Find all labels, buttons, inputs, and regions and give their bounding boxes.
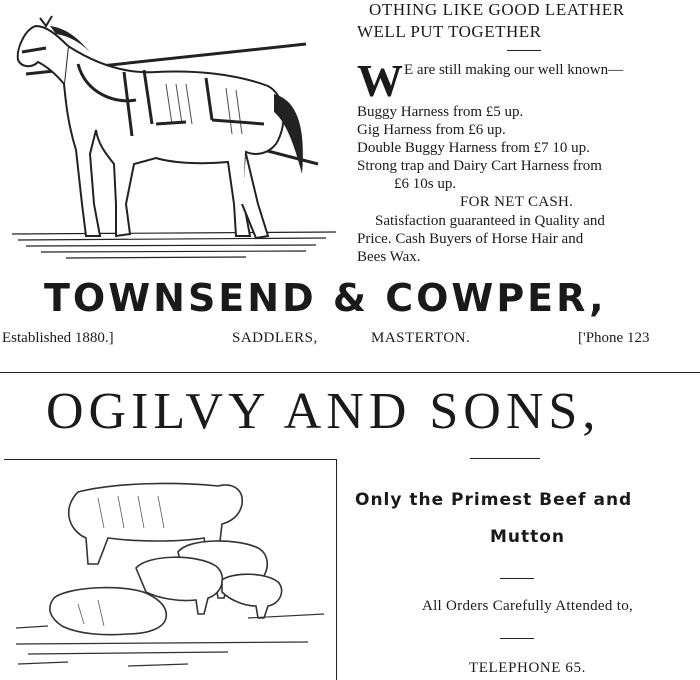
short-rule — [507, 50, 541, 51]
established-note: Established 1880.] — [2, 330, 114, 346]
tagline-line-2: Mutton — [489, 527, 566, 547]
advert-divider — [0, 372, 700, 373]
cattle-sheep-illustration — [8, 468, 330, 674]
headline-line-2: WELL PUT TOGETHER — [357, 22, 542, 41]
short-rule — [500, 638, 534, 639]
short-rule — [500, 578, 534, 579]
price-line-buggy: Buggy Harness from £5 up. — [357, 104, 524, 120]
headline-line-1: OTHING LIKE GOOD LEATHER — [369, 0, 625, 19]
telephone-number: TELEPHONE 65. — [469, 660, 586, 676]
horse-harness-illustration — [6, 4, 350, 266]
firm-name-ogilvy: OGILVY AND SONS, — [46, 383, 601, 440]
price-line-trap-dairy: Strong trap and Dairy Cart Harness from — [357, 158, 602, 174]
phone-number: ['Phone 123 — [578, 330, 650, 346]
drop-cap: W — [357, 55, 403, 106]
price-line-trap-dairy-continued: £6 10s up. — [394, 176, 457, 192]
intro-text: E are still making our well known— — [404, 62, 624, 78]
satisfaction-line-2: Price. Cash Buyers of Horse Hair and — [357, 231, 584, 247]
tagline-line-1: Only the Primest Beef and — [355, 490, 633, 510]
price-line-double-buggy: Double Buggy Harness from £7 10 up. — [357, 140, 590, 156]
short-rule — [470, 458, 540, 459]
satisfaction-line-3: Bees Wax. — [357, 249, 421, 265]
price-line-gig: Gig Harness from £6 up. — [357, 122, 506, 138]
satisfaction-paragraph — [357, 212, 698, 266]
satisfaction-line-1: Satisfaction guaranteed in Quality and — [375, 213, 605, 229]
town-label: MASTERTON. — [371, 330, 471, 346]
orders-notice: All Orders Carefully Attended to, — [421, 598, 634, 614]
net-cash-notice: FOR NET CASH. — [460, 194, 574, 210]
firm-name-townsend: TOWNSEND & COWPER, — [44, 276, 607, 320]
trade-label: SADDLERS, — [232, 330, 318, 346]
